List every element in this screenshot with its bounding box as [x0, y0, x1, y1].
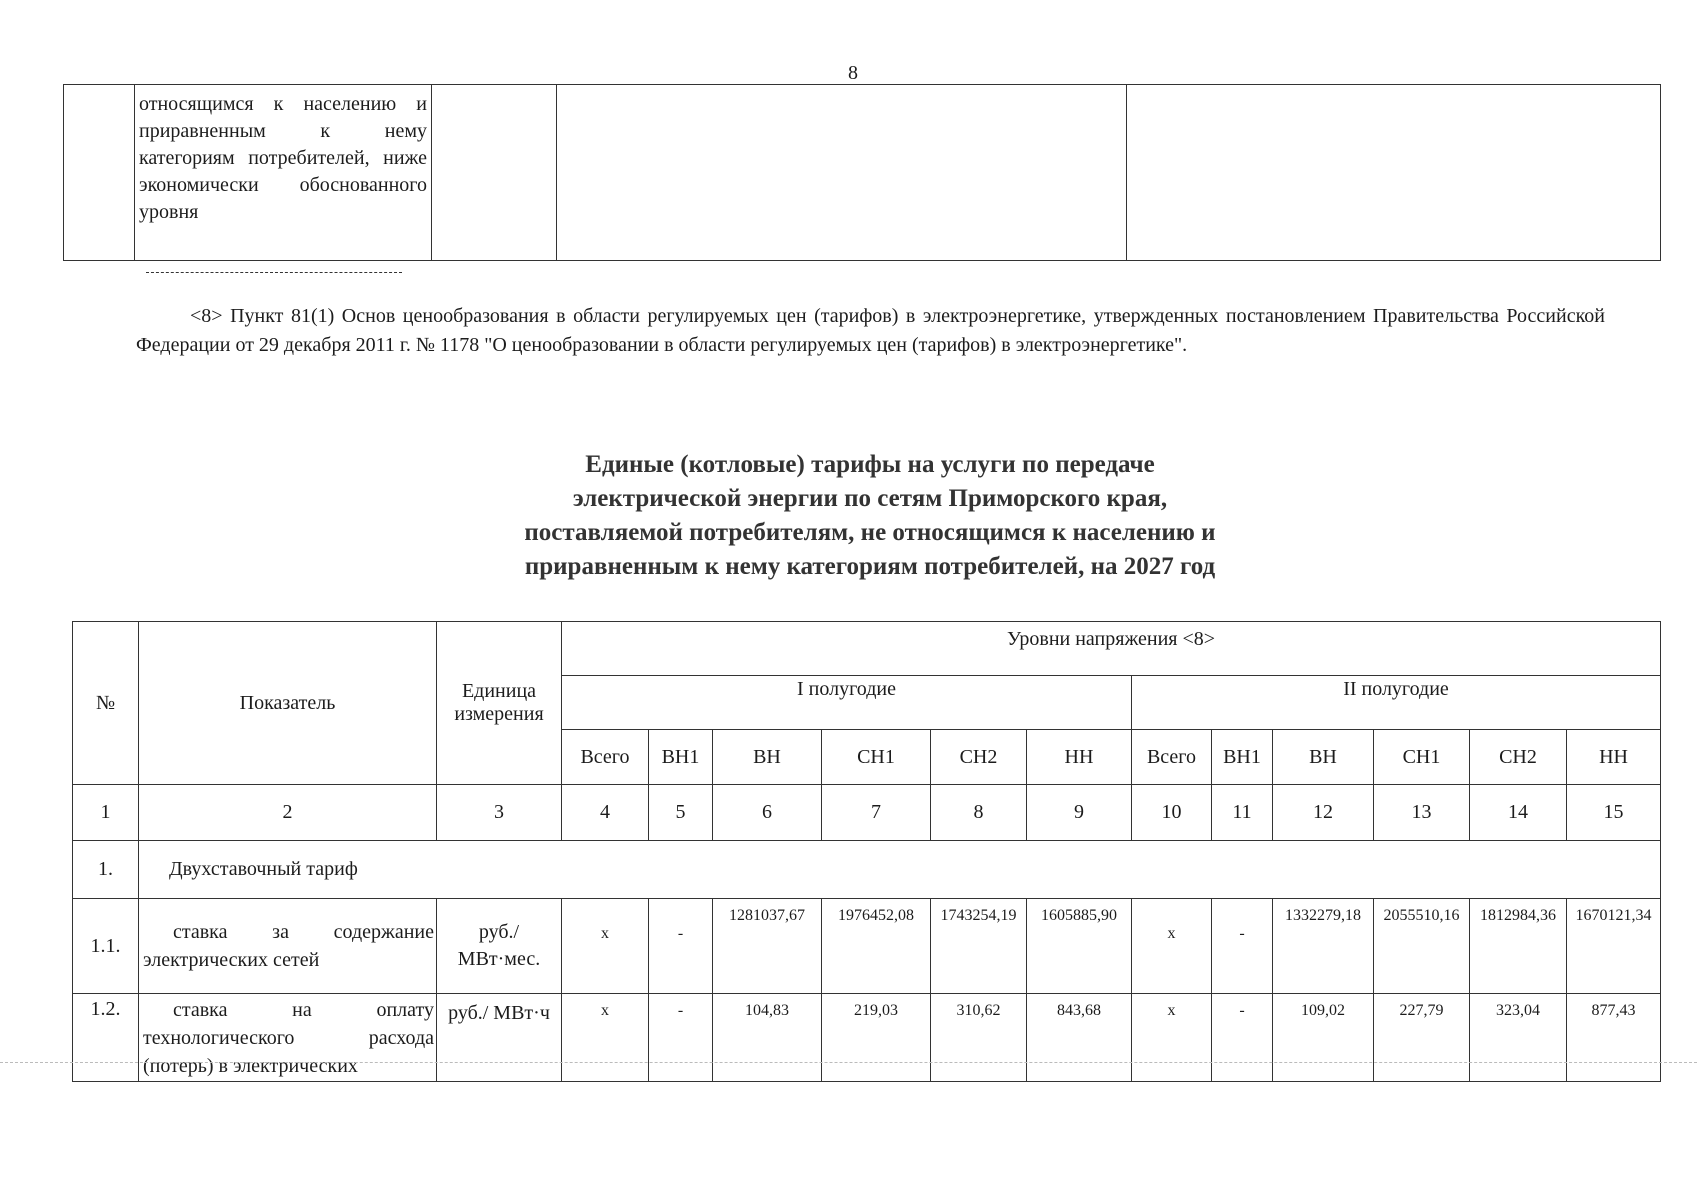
subcol-header: Всего [562, 730, 649, 785]
cont-half2-cell [1127, 85, 1661, 261]
row-indicator: ставка на оплату технологического расхода (потерь) в электрических [139, 994, 437, 1082]
col-number: 2 [139, 785, 437, 841]
value-cell: 1743254,19 [931, 899, 1027, 994]
col-number: 4 [562, 785, 649, 841]
col-number: 14 [1470, 785, 1567, 841]
value-cell: 1812984,36 [1470, 899, 1567, 994]
cont-half1-cell [557, 85, 1127, 261]
scan-edge-line [0, 1062, 1697, 1063]
value-cell: - [1212, 994, 1273, 1082]
value-cell: x [1132, 994, 1212, 1082]
header-half2: II полугодие [1132, 676, 1661, 730]
title-line: приравненным к нему категориям потребителей, на 2027 год [524, 553, 1216, 580]
title-line: Единые (котловые) тарифы на услуги по передаче [585, 451, 1155, 478]
header-voltage-levels: Уровни напряжения <8> [562, 622, 1661, 676]
value-cell: 843,68 [1027, 994, 1132, 1082]
section-number: 1. [73, 841, 139, 899]
section-label: Двухставочный тариф [139, 841, 1661, 899]
col-number: 12 [1273, 785, 1374, 841]
continuation-table [63, 84, 1661, 261]
col-number: 13 [1374, 785, 1470, 841]
header-half1: I полугодие [562, 676, 1132, 730]
value-cell: 1605885,90 [1027, 899, 1132, 994]
cont-indicator-cell: относящимся к населению и приравненным к нему категориям потребителей, ниже экономически обоснованного уровня [135, 85, 432, 261]
subcol-header: СН2 [1470, 730, 1567, 785]
col-number: 8 [931, 785, 1027, 841]
cont-no-cell [64, 85, 135, 261]
table-title [380, 448, 1360, 584]
value-cell: - [649, 994, 713, 1082]
row-indicator: ставка за содержание электрических сетей [139, 899, 437, 994]
row-number: 1.1. [73, 899, 139, 994]
col-number: 15 [1567, 785, 1661, 841]
col-number: 6 [713, 785, 822, 841]
title-line: электрической энергии по сетям Приморского края, [572, 485, 1168, 512]
subcol-header: ВН [713, 730, 822, 785]
value-cell: x [1132, 899, 1212, 994]
header-unit: Единица измерения [437, 622, 562, 785]
cont-unit-cell [432, 85, 557, 261]
value-cell: 1332279,18 [1273, 899, 1374, 994]
subcol-header: НН [1027, 730, 1132, 785]
value-cell: 227,79 [1374, 994, 1470, 1082]
col-number: 10 [1132, 785, 1212, 841]
subcol-header: СН1 [1374, 730, 1470, 785]
subcol-header: СН2 [931, 730, 1027, 785]
row-unit: руб./ МВт·мес. [437, 899, 562, 994]
tariff-table [72, 621, 1661, 1082]
col-number: 5 [649, 785, 713, 841]
col-number: 7 [822, 785, 931, 841]
value-cell: 2055510,16 [1374, 899, 1470, 994]
col-number: 9 [1027, 785, 1132, 841]
footnote-separator [146, 272, 402, 273]
value-cell: 323,04 [1470, 994, 1567, 1082]
value-cell: 219,03 [822, 994, 931, 1082]
col-number: 3 [437, 785, 562, 841]
header-no: № [73, 622, 139, 785]
value-cell: 1281037,67 [713, 899, 822, 994]
header-indicator: Показатель [139, 622, 437, 785]
subcol-header: Всего [1132, 730, 1212, 785]
table-row [73, 994, 1661, 1082]
value-cell: - [1212, 899, 1273, 994]
row-unit: руб./ МВт·ч [437, 994, 562, 1082]
title-line: поставляемой потребителям, не относящимся к населению и [524, 519, 1216, 546]
subcol-header: СН1 [822, 730, 931, 785]
value-cell: 104,83 [713, 994, 822, 1082]
subcol-header: ВН [1273, 730, 1374, 785]
col-number: 1 [73, 785, 139, 841]
value-cell: 1670121,34 [1567, 899, 1661, 994]
value-cell: x [562, 994, 649, 1082]
subcol-header: ВН1 [1212, 730, 1273, 785]
value-cell: 1976452,08 [822, 899, 931, 994]
page-number: 8 [848, 62, 858, 84]
footnote-8: <8> Пункт 81(1) Основ ценообразования в области регулируемых цен (тарифов) в электроэнергетике, утвержденных постановлением Правительства Российской Федерации от 29 декабря 2011 г. № 1178 "О ценообразовании в области регулируемых цен (тарифов) в электроэнергетике". [136, 305, 1605, 356]
value-cell: 310,62 [931, 994, 1027, 1082]
value-cell: 109,02 [1273, 994, 1374, 1082]
value-cell: - [649, 899, 713, 994]
table-row [73, 899, 1661, 994]
col-number: 11 [1212, 785, 1273, 841]
subcol-header: ВН1 [649, 730, 713, 785]
row-number: 1.2. [73, 994, 139, 1082]
value-cell: x [562, 899, 649, 994]
subcol-header: НН [1567, 730, 1661, 785]
value-cell: 877,43 [1567, 994, 1661, 1082]
